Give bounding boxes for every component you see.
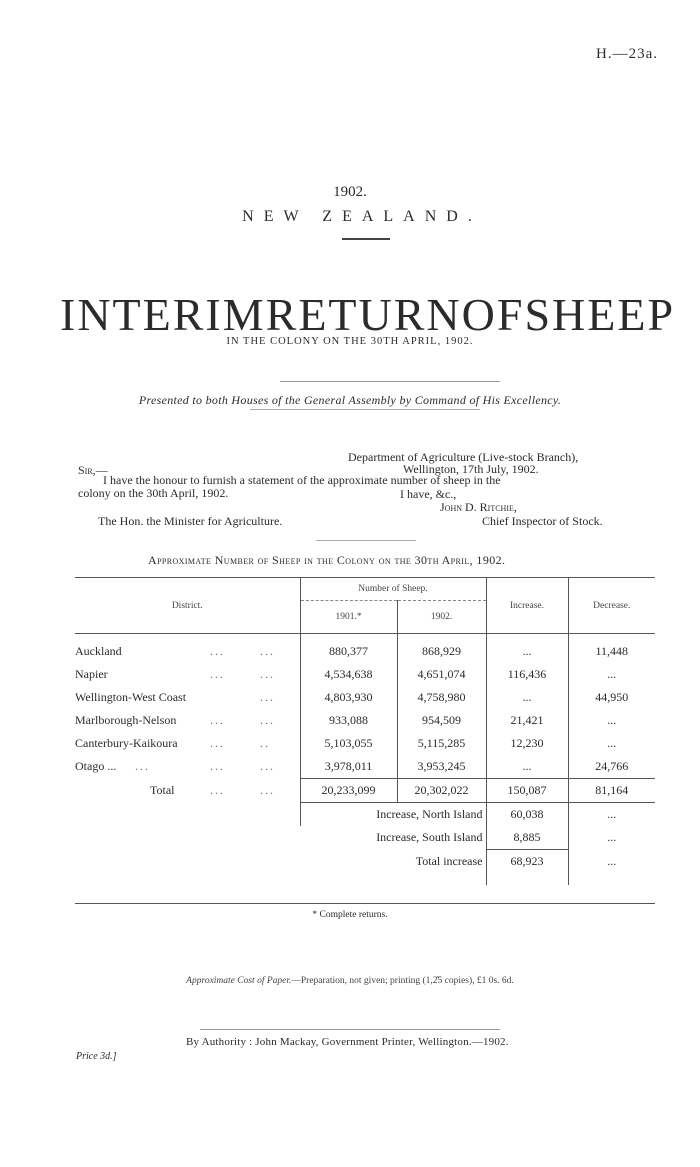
letter-body-line: colony on the 30th April, 1902. [78,486,229,500]
summary-increase: 8,885 [486,826,568,850]
presented-line: Presented to both Houses of the General Assembly by Command of His Excellency. [138,393,562,407]
value-1902: 4,651,074 [397,663,486,686]
value-1901: 3,978,011 [300,755,397,779]
letter-addressee: The Hon. the Minister for Agriculture. [98,514,283,528]
district-cell: Otago ... ... ... ... [75,759,275,774]
header-number-of-sheep: Number of Sheep. [300,578,486,601]
table-bottom-rule [75,903,655,904]
table-row [75,732,655,755]
table-row [75,709,655,732]
value-increase: 116,436 [486,663,568,686]
value-1901: 4,803,930 [300,686,397,709]
value-decrease: 44,950 [568,686,655,709]
value-1902: 3,953,245 [397,755,486,779]
value-increase: 12,230 [486,732,568,755]
title-word: RETURN [265,289,462,340]
document-reference: H.—23a. [596,46,658,62]
value-1901: 933,088 [300,709,397,732]
total-decrease: 81,164 [568,779,655,803]
value-decrease: ... [568,709,655,732]
summary-increase: 60,038 [486,803,568,827]
header-increase: Increase. [486,578,568,634]
cost-note [0,976,700,986]
value-1902: 4,758,980 [397,686,486,709]
summary-increase: 68,923 [486,850,568,874]
district-cell: Wellington-West Coast ... [75,690,275,704]
letter-place-date: Wellington, 17th July, 1902. [403,462,539,476]
divider [316,540,416,541]
value-increase: ... [486,686,568,709]
table-row [75,640,655,663]
value-1902: 954,509 [397,709,486,732]
summary-row [75,803,655,827]
title-word: SHEEP [524,289,676,340]
letter-closing: I have, &c., [400,487,457,501]
total-1902: 20,302,022 [397,779,486,803]
table-row [75,663,655,686]
letter-body-line: I have the honour to furnish a statement of the approximate number of sheep in the [103,473,501,487]
summary-decrease: ... [568,850,655,874]
letter-salutation: Sir,— [78,463,108,477]
printer-authority: By Authority : John Mackay, Government Printer, Wellington.—1902. [186,1036,509,1048]
divider [342,238,390,240]
letter-department: Department of Agriculture (Live-stock Branch), [348,450,579,464]
district-cell: Auckland ... ... [75,644,275,658]
summary-label: Increase, South Island [376,830,483,845]
header-1902: 1902. [397,601,486,634]
header-1901: 1901.* [300,601,397,634]
country-heading: NEW ZEALAND. [242,208,482,225]
table-caption: Approximate Number of Sheep in the Colony on the 30th April, 1902. [148,553,506,567]
header-district: District. [75,578,300,634]
value-increase: ... [486,640,568,663]
summary-label: Total increase [415,853,483,868]
table-row [75,686,655,709]
value-increase: ... [486,755,568,779]
table-footnote: * Complete returns. [312,910,388,920]
district-cell: Napier ... ... [75,667,275,681]
value-1901: 4,534,638 [300,663,397,686]
header-decrease: Decrease. [568,578,655,634]
total-1901: 20,233,099 [300,779,397,803]
price-note: Price 3d.] [76,1051,117,1062]
summary-row [75,850,655,874]
value-decrease: 24,766 [568,755,655,779]
total-row [75,779,655,803]
value-1901: 5,103,055 [300,732,397,755]
value-decrease: 11,448 [568,640,655,663]
divider [250,409,480,410]
summary-row [75,826,655,850]
divider [200,1029,500,1030]
document-title [60,288,676,341]
cost-text: —Preparation, not given; printing (1,2̂5 copies), £1 0s. 6d. [291,976,514,986]
sheep-table [75,577,655,885]
summary-label: Increase, North Island [300,803,486,827]
district-cell: Canterbury-Kaikoura ... .. [75,736,270,750]
summary-decrease: ... [568,803,655,827]
value-decrease: ... [568,663,655,686]
cost-label: Approximate Cost of Paper. [186,976,292,986]
letter-signer: John D. Ritchie, [440,500,517,514]
value-decrease: ... [568,732,655,755]
total-increase: 150,087 [486,779,568,803]
divider [280,381,500,382]
letter-signer-title: Chief Inspector of Stock. [482,514,603,528]
district-cell: Marlborough-Nelson ... ... [75,713,275,727]
table-row [75,755,655,779]
year: 1902. [333,184,367,200]
title-word: INTERIM [60,289,266,340]
summary-decrease: ... [568,826,655,850]
title-word: OF [461,289,525,340]
value-1901: 880,377 [300,640,397,663]
total-label: Total ... ... [150,783,275,797]
value-increase: 21,421 [486,709,568,732]
document-subtitle: IN THE COLONY ON THE 30TH APRIL, 1902. [226,336,474,347]
value-1902: 5,115,285 [397,732,486,755]
letter-body [78,474,658,500]
value-1902: 868,929 [397,640,486,663]
